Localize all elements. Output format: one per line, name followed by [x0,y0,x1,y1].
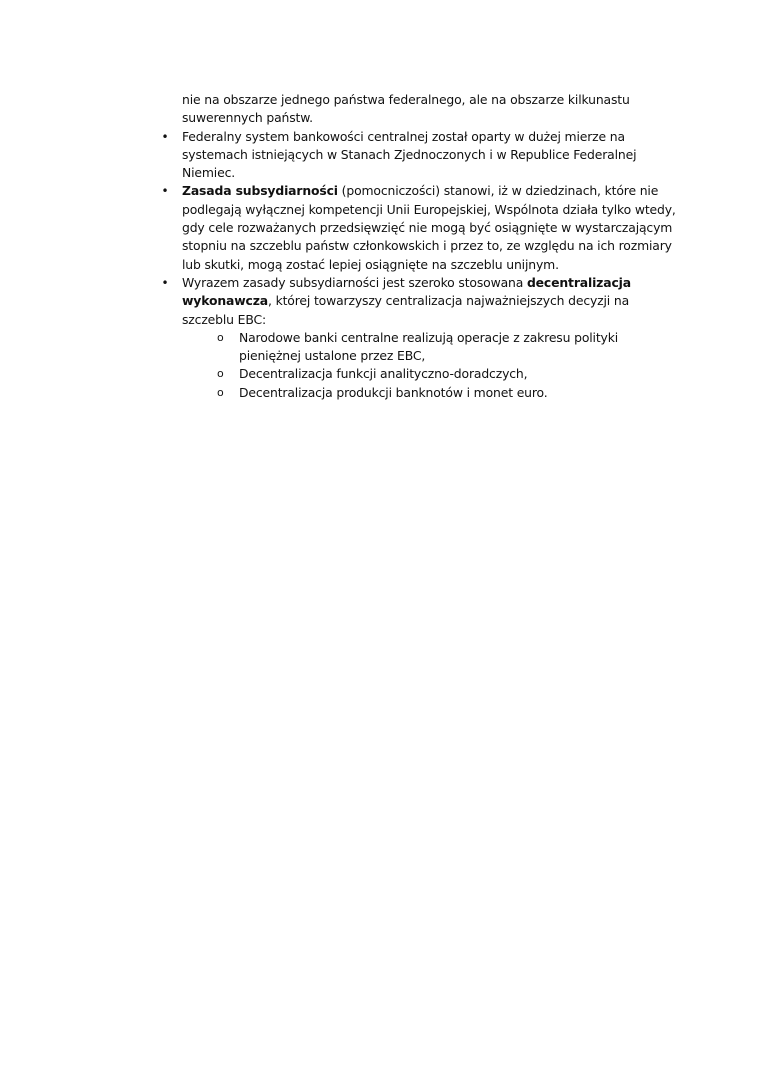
text-fragment: (pomocniczości) stanowi, iż w dziedzinach, które nie [337,183,659,199]
text-fragment: , której towarzyszy centralizacja najważniejszych decyzji na [268,293,630,309]
sub-list-item [217,329,659,366]
intro-paragraph [182,91,682,128]
bullet-marker: • [161,184,169,199]
sub-list-item [217,384,659,402]
text-line: szczeblu EBC: [182,311,266,327]
text-line [182,292,682,310]
text-line: Federalny system bankowości centralnej został oparty w dużej mierze na [182,128,625,144]
text-line: nie na obszarze jednego państwa federalnego, ale na obszarze kilkunastu [182,92,630,107]
bullet-item-subsidiarity [161,182,682,273]
bold-term: decentralizacja [526,274,631,290]
text-line: Decentralizacja produkcji banknotów i monet euro. [239,384,548,400]
bullet-item-federal-system [161,128,682,183]
text-line: Narodowe banki centralne realizują operacje z zakresu polityki [239,329,619,345]
text-line [182,274,682,292]
bold-term: wykonawcza [182,293,268,309]
sub-bullet-marker: o [217,385,224,399]
bold-term: Zasada subsydiarności [182,183,338,199]
text-line: Niemiec. [182,165,236,181]
text-line: gdy cele rozważanych przedsięwzięć nie mogą być osiągnięte w wystarczającym [182,220,673,236]
text-line: Decentralizacja funkcji analityczno-doradczych, [239,366,528,382]
text-line: stopniu na szczeblu państw członkowskich i przez to, ze względu na ich rozmiary [182,238,672,254]
sub-list [182,329,682,402]
bullet-item-decentralization [161,274,682,402]
text-line: systemach istniejących w Stanach Zjednoczonych i w Republice Federalnej [182,146,637,162]
sub-bullet-marker: o [217,330,224,344]
bullet-marker: • [161,275,169,290]
text-fragment: Wyrazem zasady subsydiarności jest szeroko stosowana [182,274,527,290]
text-line [182,182,682,200]
text-line: podlegają wyłącznej kompetencji Unii Europejskiej, Wspólnota działa tylko wtedy, [182,201,676,217]
text-line: suwerennych państw. [182,110,313,126]
document-body [161,91,682,402]
text-line: lub skutki, mogą zostać lepiej osiągnięte na szczeblu unijnym. [182,256,559,272]
bullet-marker: • [161,129,169,144]
text-line: pieniężnej ustalone przez EBC, [239,348,426,364]
sub-list-item [217,365,659,383]
sub-bullet-marker: o [217,367,224,381]
